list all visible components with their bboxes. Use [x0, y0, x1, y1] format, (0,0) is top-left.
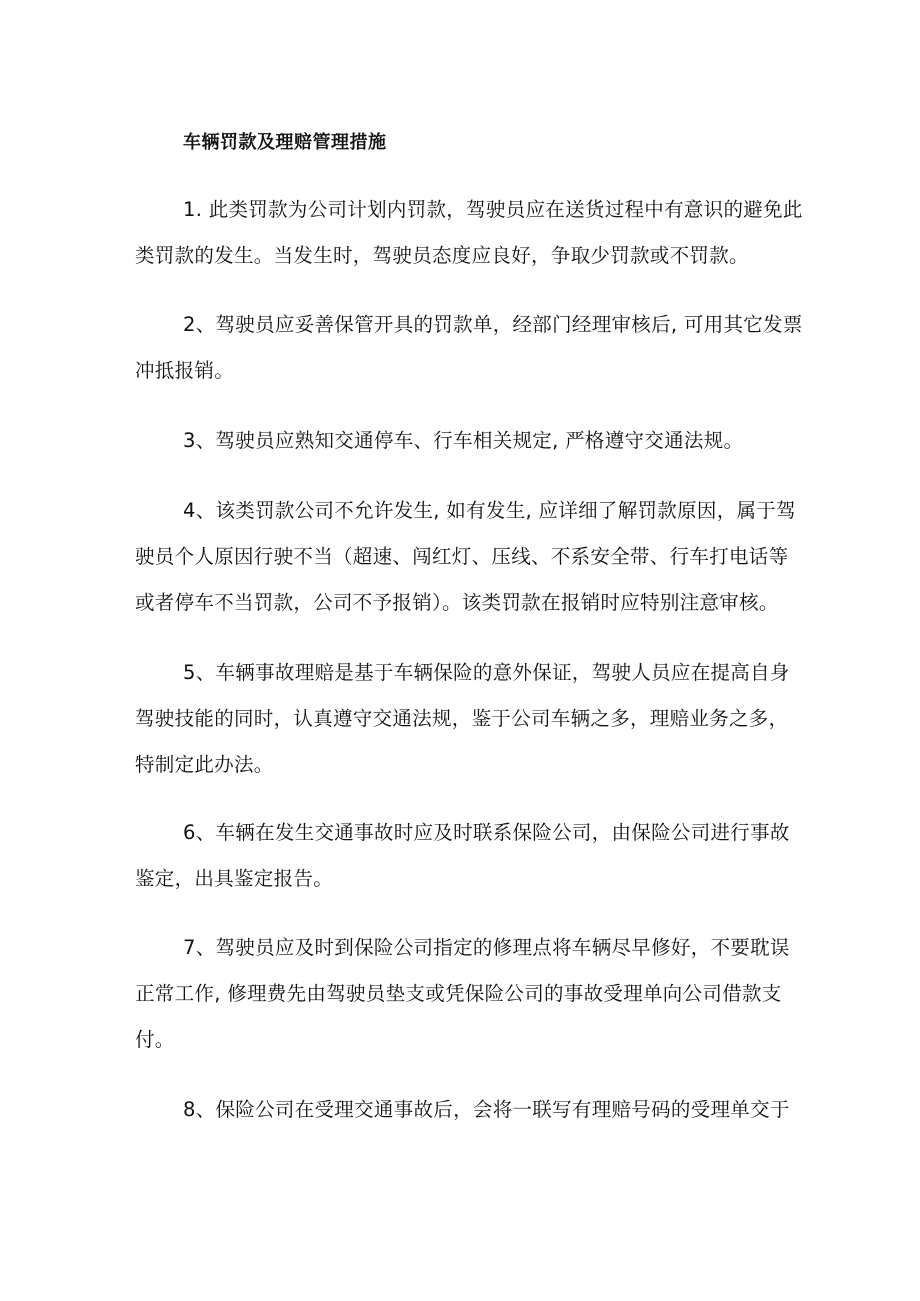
document-title: 车辆罚款及理赔管理措施 — [183, 132, 387, 153]
paragraph-7: 7、驾驶员应及时到保险公司指定的修理点将车辆尽早修好，不要耽误正常工作, 修理费先由驾驶员垫支或凭保险公司的事故受理单向公司借款支付。 — [135, 936, 790, 1051]
paragraph-5: 5、车辆事故理赔是基于车辆保险的意外保证，驾驶人员应在提高自身驾驶技能的同时，认真遵守交通法规，鉴于公司车辆之多，理赔业务之多，特制定此办法。 — [135, 661, 790, 776]
paragraph-4: 4、该类罚款公司不允许发生, 如有发生, 应详细了解罚款原因，属于驾驶员个人原因行驶不当（超速、闯红灯、压线、不系安全带、行车打电话等或者停车不当罚款，公司不予报销）。该类罚款在报销时应特别注意审核。 — [135, 499, 796, 614]
paragraph-3: 3、驾驶员应熟知交通停车、行车相关规定, 严格遵守交通法规。 — [183, 429, 744, 452]
paragraph-6: 6、车辆在发生交通事故时应及时联系保险公司，由保险公司进行事故鉴定，出具鉴定报告。 — [135, 821, 790, 890]
paragraph-1: 1. 此类罚款为公司计划内罚款，驾驶员应在送货过程中有意识的避免此类罚款的发生。当发生时，驾驶员态度应良好，争取少罚款或不罚款。 — [135, 198, 803, 267]
paragraph-2: 2、驾驶员应妥善保管开具的罚款单，经部门经理审核后, 可用其它发票冲抵报销。 — [135, 313, 803, 382]
paragraph-8: 8、保险公司在受理交通事故后，会将一联写有理赔号码的受理单交于 — [183, 1098, 790, 1121]
